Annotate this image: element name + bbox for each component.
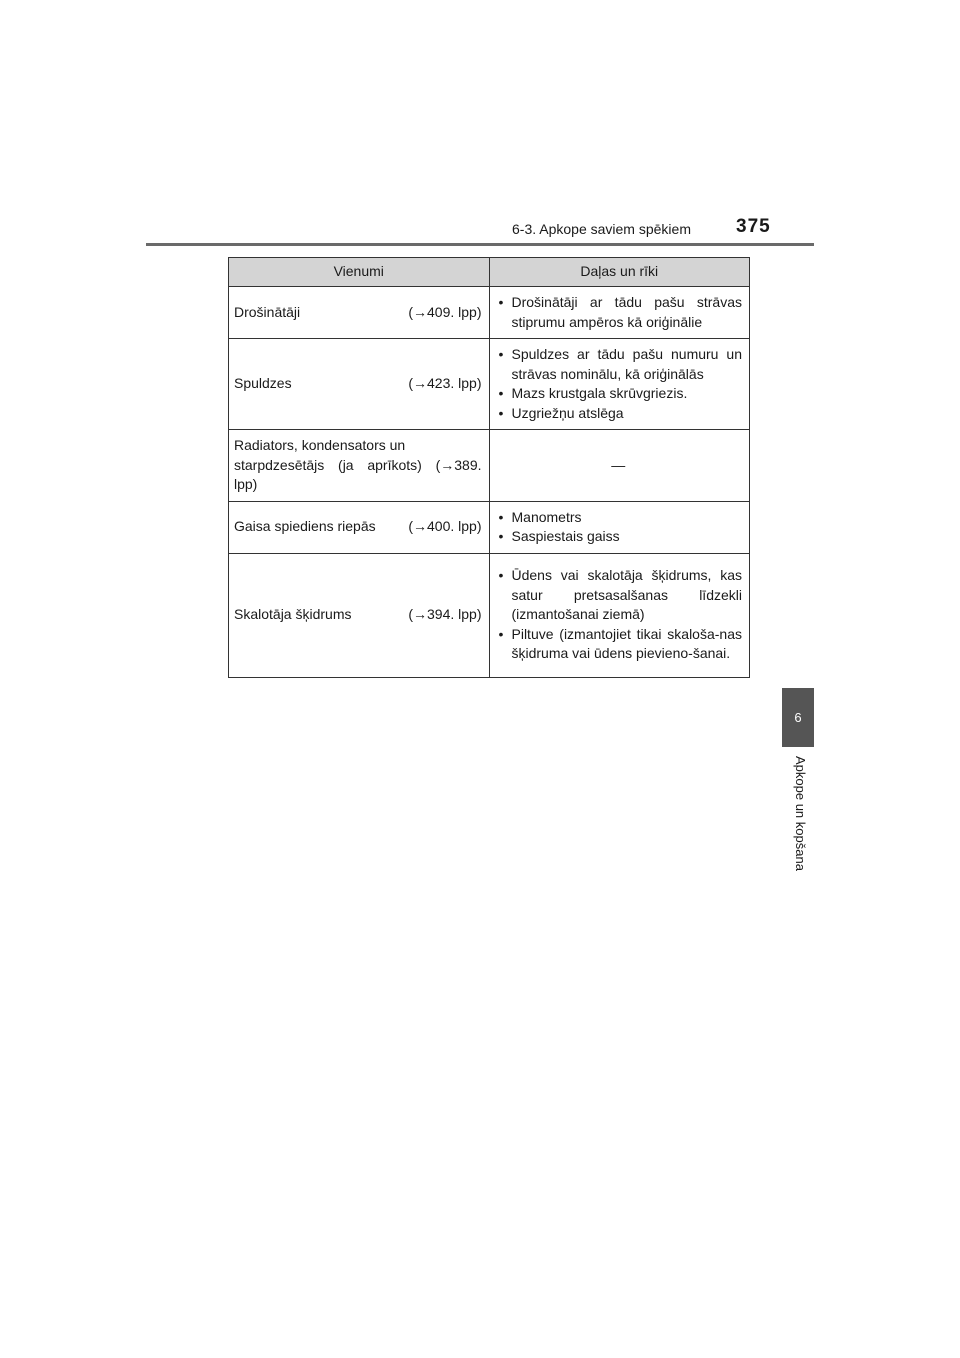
chapter-number: 6: [794, 710, 802, 725]
table-row: [229, 339, 750, 430]
bullet-icon: •: [498, 567, 504, 584]
page-reference: (→400. lpp): [408, 518, 482, 535]
bullet-icon: •: [498, 625, 504, 642]
item-cell: [229, 339, 490, 430]
item-name: Skalotāja šķidrums: [234, 606, 352, 623]
item-cell: [229, 501, 490, 553]
item-cell: [229, 287, 490, 339]
item-name: Drošinātāji: [234, 303, 301, 320]
section-title: 6-3. Apkope saviem spēkiem: [512, 221, 691, 237]
chapter-tab: [782, 688, 814, 747]
item-name-line: starpdzesētājs (ja aprīkots) (→389.: [234, 456, 482, 473]
table-row: [229, 430, 750, 502]
list-item: • Drošinātāji ar tādu pašu strāvas stiprumu ampēros kā oriģinālie: [498, 294, 742, 330]
bullet-icon: •: [498, 404, 504, 421]
table-row: [229, 287, 750, 339]
chapter-title: Apkope un kopšana: [793, 756, 808, 871]
item-name: Gaisa spiediens riepās: [234, 518, 376, 535]
page-number: 375: [736, 216, 771, 237]
list-item: • Ūdens vai skalotāja šķidrums, kas satur pretsasalšanas līdzekli (izmantošanai ziemā): [498, 567, 742, 623]
item-name: Spuldzes: [234, 375, 292, 392]
list-item: • Spuldzes ar tādu pašu numuru un strāvas nominālu, kā oriģinālās: [498, 346, 742, 382]
header-divider: [146, 243, 814, 246]
list-item: • Saspiestais gaiss: [495, 527, 743, 547]
item-cell: [229, 430, 490, 502]
item-name-line: Radiators, kondensators un: [234, 437, 406, 453]
page-reference: (→409. lpp): [408, 303, 482, 320]
column-header-items: Vienumi: [229, 258, 490, 287]
table-header-row: [229, 258, 750, 287]
bullet-icon: •: [498, 385, 504, 401]
list-item: • Uzgriežņu atslēga: [495, 404, 743, 424]
bullet-icon: •: [498, 346, 504, 362]
list-item: • Mazs krustgala skrūvgriezis.: [495, 384, 743, 404]
bullet-icon: •: [498, 294, 504, 310]
tools-cell: [489, 430, 750, 502]
maintenance-items-table: [228, 257, 750, 678]
column-header-tools: Daļas un rīki: [489, 258, 750, 287]
tools-cell: [489, 553, 750, 677]
table-row: [229, 501, 750, 553]
list-item: • Manometrs: [495, 508, 743, 528]
bullet-icon: •: [498, 508, 504, 525]
bullet-icon: •: [498, 528, 504, 544]
page-reference: (→423. lpp): [408, 375, 482, 392]
page-reference: (→394. lpp): [408, 606, 482, 623]
item-name-line: lpp): [234, 476, 258, 492]
tools-cell: [489, 339, 750, 430]
tools-cell: [489, 287, 750, 339]
list-item: • Piltuve (izmantojiet tikai skaloša-nas šķidruma vai ūdens pievieno-šanai.: [498, 625, 742, 662]
tools-cell: [489, 501, 750, 553]
table-row: [229, 553, 750, 677]
item-cell: [229, 553, 490, 677]
empty-dash: —: [611, 456, 626, 473]
